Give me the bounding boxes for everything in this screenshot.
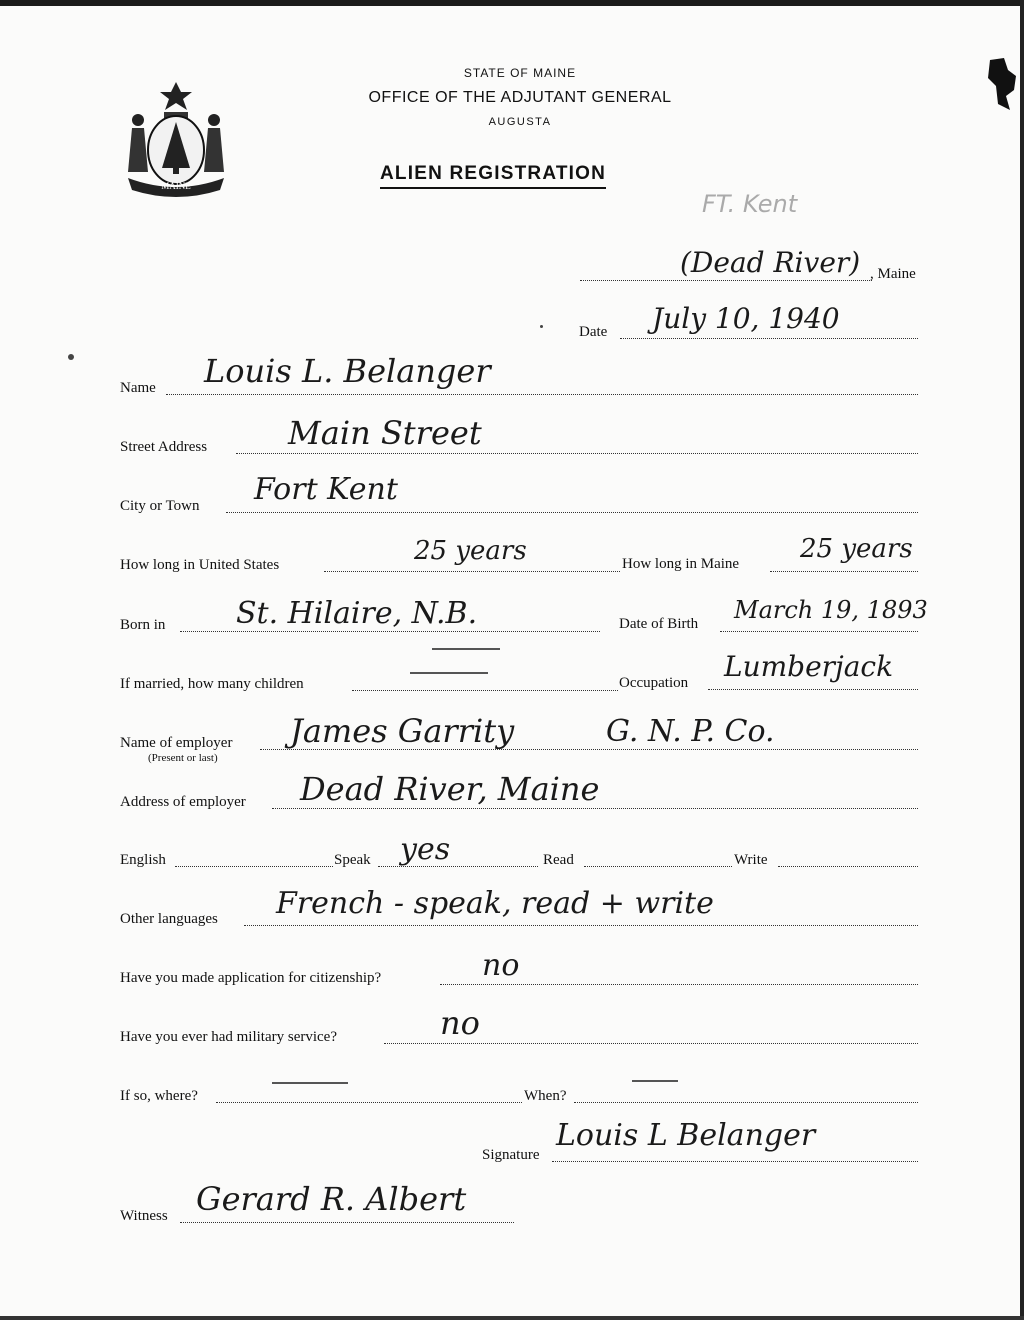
employer-value: James Garrity [290, 712, 515, 750]
other-languages-line [244, 925, 918, 926]
location-value: (Dead River) [680, 246, 861, 279]
english-line [175, 866, 333, 867]
signature-label: Signature [482, 1147, 540, 1163]
citizenship-value: no [482, 948, 520, 983]
street-line [236, 453, 918, 454]
born-line [180, 631, 600, 632]
signature-value: Louis L Belanger [556, 1118, 816, 1153]
employer-sublabel: (Present or last) [148, 752, 218, 764]
date-label: Date [579, 324, 608, 340]
speak-label: Speak [334, 852, 371, 868]
employer-address-label: Address of employer [120, 794, 246, 810]
us-label: How long in United States [120, 557, 280, 573]
children-dash [410, 672, 488, 674]
header-office: OFFICE OF THE ADJUTANT GENERAL [368, 89, 672, 106]
name-value: Louis L. Belanger [204, 352, 491, 390]
born-value: St. Hilaire, N.B. [236, 596, 478, 631]
maine-label: How long in Maine [622, 556, 740, 572]
date-value: July 10, 1940 [652, 302, 840, 335]
witness-label: Witness [120, 1208, 168, 1224]
street-value: Main Street [288, 414, 482, 452]
occupation-value: Lumberjack [724, 650, 894, 683]
maine-value: 25 years [800, 534, 913, 564]
when-dash [632, 1080, 678, 1082]
employer-address-line [272, 808, 918, 809]
pencil-annotation: FT. Kent [702, 190, 798, 218]
where-label: If so, where? [120, 1088, 198, 1104]
other-languages-label: Other languages [120, 911, 218, 927]
scan-border-bottom [0, 1316, 1024, 1320]
other-languages-value: French - speak, read + write [276, 886, 714, 921]
signature-line [552, 1161, 918, 1162]
write-line [778, 866, 918, 867]
born-label: Born in [120, 617, 166, 633]
employer-address-value: Dead River, Maine [300, 770, 600, 808]
citizenship-label: Have you made application for citizenship? [120, 970, 382, 986]
occupation-line [708, 689, 918, 690]
children-label: If married, how many children [120, 676, 304, 692]
witness-line [180, 1222, 514, 1223]
military-line [384, 1043, 918, 1044]
location-line [580, 280, 872, 281]
read-label: Read [543, 852, 574, 868]
when-label: When? [524, 1088, 567, 1104]
witness-value: Gerard R. Albert [196, 1180, 467, 1218]
date-line [620, 338, 918, 339]
children-line [352, 690, 618, 691]
dob-label: Date of Birth [619, 616, 699, 632]
svg-text:MAINE: MAINE [161, 181, 191, 191]
underline-flourish [432, 648, 500, 650]
scan-border-right [1020, 0, 1024, 1320]
military-label: Have you ever had military service? [120, 1029, 337, 1045]
form-title: ALIEN REGISTRATION [380, 163, 606, 189]
speak-value: yes [400, 832, 451, 867]
dob-value: March 19, 1893 [734, 596, 928, 624]
street-label: Street Address [120, 439, 208, 455]
city-line [226, 512, 918, 513]
city-label: City or Town [120, 498, 200, 514]
read-line [584, 866, 732, 867]
military-value: no [440, 1004, 480, 1042]
english-label: English [120, 852, 166, 868]
city-value: Fort Kent [254, 472, 398, 507]
where-line [216, 1102, 522, 1103]
scan-speck [540, 325, 543, 328]
us-value: 25 years [414, 536, 527, 566]
name-line [166, 394, 918, 395]
maine-line [770, 571, 918, 572]
write-label: Write [734, 852, 768, 868]
scan-speck [68, 354, 74, 360]
occupation-label: Occupation [619, 675, 689, 691]
header-state: STATE OF MAINE [463, 66, 577, 80]
us-line [324, 571, 620, 572]
dob-line [720, 631, 918, 632]
employer-company: G. N. P. Co. [606, 714, 775, 749]
header-city: AUGUSTA [488, 116, 552, 128]
location-suffix: , Maine [870, 266, 916, 282]
citizenship-line [440, 984, 918, 985]
employer-label: Name of employer [120, 735, 233, 751]
scan-border-top [0, 0, 1024, 6]
where-dash [272, 1082, 348, 1084]
name-label: Name [120, 380, 156, 396]
when-line [574, 1102, 918, 1103]
